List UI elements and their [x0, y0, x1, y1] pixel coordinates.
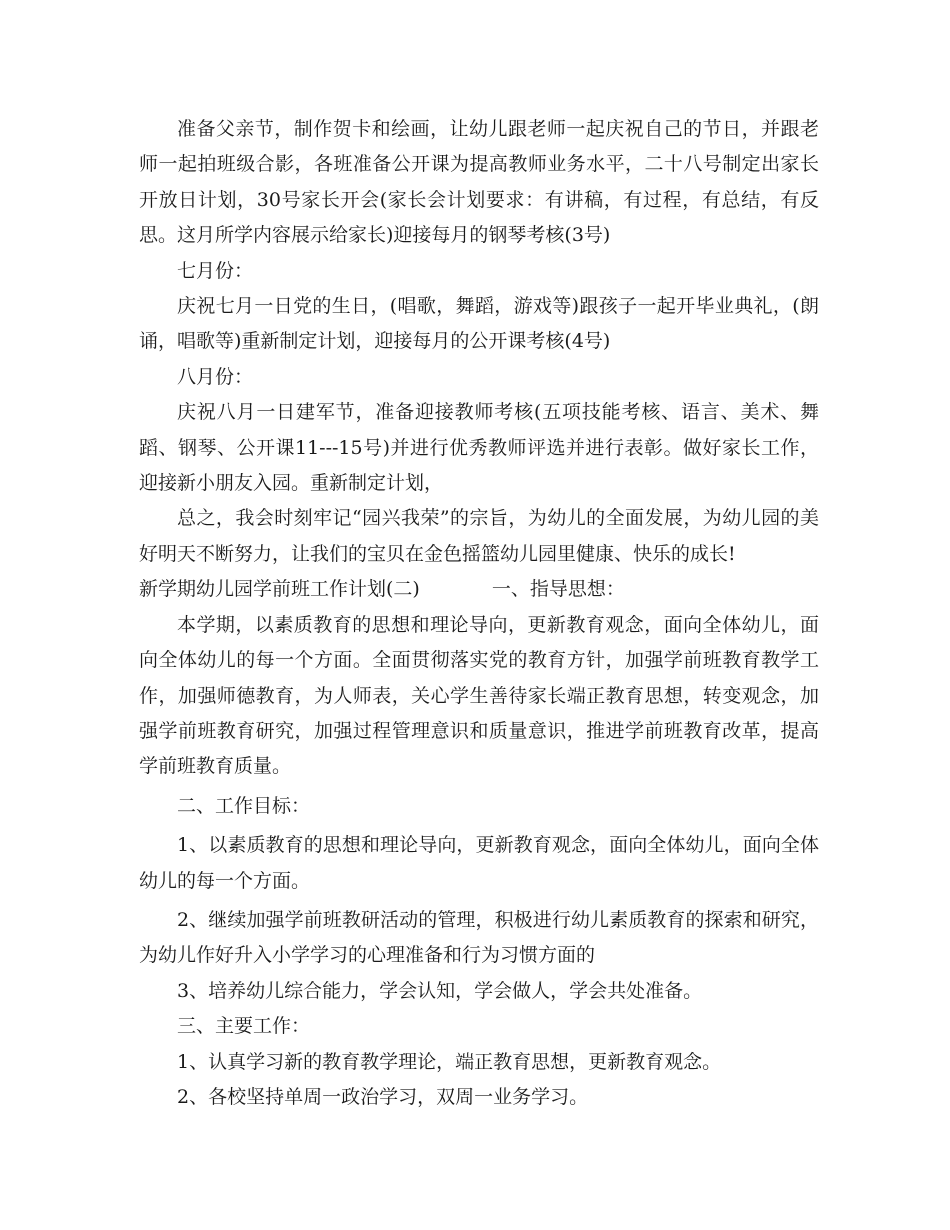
work-item-2: 2、各校坚持单周一政治学习，双周一业务学习。 [177, 1085, 589, 1108]
goal-item-3: 3、培养幼儿综合能力，学会认知，学会做人，学会共处准备。 [177, 979, 703, 1002]
heading-july: 七月份： [177, 259, 254, 282]
document-page [139, 112, 819, 1115]
section-title: 新学期幼儿园学前班工作计划(二) [139, 578, 420, 601]
goal-item-1: 1、以素质教育的思想和理论导向，更新教育观念，面向全体幼儿，面向全体幼儿的每一个方面。 [139, 834, 819, 892]
section-subtitle: 一、指导思想： [491, 578, 625, 601]
paragraph-guiding-thought: 本学期，以素质教育的思想和理论导向，更新教育观念，面向全体幼儿，面向全体幼儿的每一个方面。全面贯彻落实党的教育方针，加强学前班教育教学工作，加强师德教育，为人师表，关心学生善待家长端正教育思想，转变观念，加强学前班教育研究，加强过程管理意识和质量意识，推进学前班教育改革，提高学前班教育质量。 [139, 613, 819, 778]
heading-august: 八月份： [177, 365, 254, 388]
work-item-1: 1、认真学习新的教育教学理论，端正教育思想，更新教育观念。 [177, 1050, 722, 1073]
paragraph-july: 庆祝七月一日党的生日，(唱歌，舞蹈，游戏等)跟孩子一起开毕业典礼，(朗诵，唱歌等)重新制定计划，迎接每月的公开课考核(4号) [139, 295, 819, 353]
paragraph-father-day: 准备父亲节，制作贺卡和绘画，让幼儿跟老师一起庆祝自己的节日，并跟老师一起拍班级合影，各班准备公开课为提高教师业务水平，二十八号制定出家长开放日计划，30号家长开会(家长会计划要求：有讲稿，有过程，有总结，有反思。这月所学内容展示给家长)迎接每月的钢琴考核(3号) [139, 118, 819, 247]
goal-item-2: 2、继续加强学前班教研活动的管理，积极进行幼儿素质教育的探索和研究，为幼儿作好升入小学学习的心理准备和行为习惯方面的 [139, 908, 819, 967]
heading-main-work: 三、主要工作： [177, 1015, 311, 1038]
paragraph-summary: 总之，我会时刻牢记“园兴我荣”的宗旨，为幼儿的全面发展，为幼儿园的美好明天不断努力，让我们的宝贝在金色摇篮幼儿园里健康、快乐的成长! [139, 507, 819, 565]
heading-work-goals: 二、工作目标： [177, 794, 311, 817]
section-heading-line [139, 572, 819, 607]
paragraph-august: 庆祝八月一日建军节，准备迎接教师考核(五项技能考核、语言、美术、舞蹈、钢琴、公开课11---15号)并进行优秀教师评选并进行表彰。做好家长工作，迎接新小朋友入园。重新制定计划， [139, 401, 819, 495]
